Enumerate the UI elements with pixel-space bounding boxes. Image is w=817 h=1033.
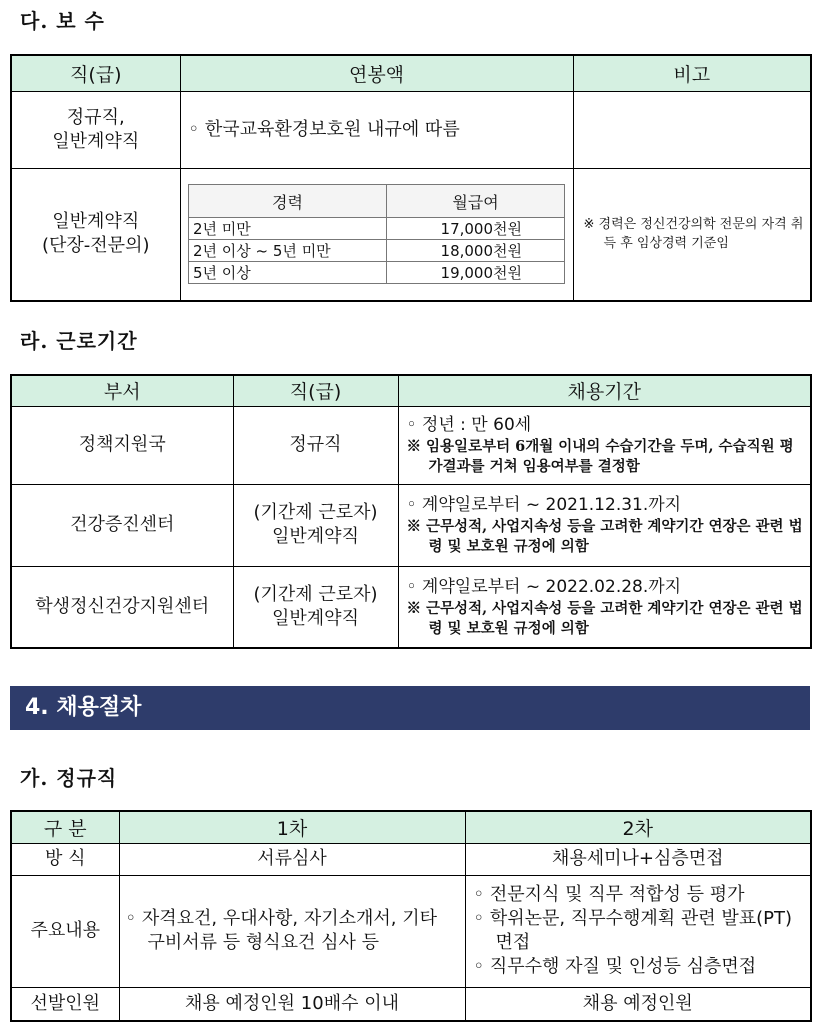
career-value: 2년 이상 ~ 5년 미만 [189,240,387,262]
period-text: ◦ 계약일로부터 ~ 2022.02.28.까지 [406,576,682,597]
rank-line: 정규직, [66,106,125,128]
col-header-period: 채용기간 [398,375,811,406]
col-header-salary: 연봉액 [180,55,573,91]
note-cell: ※ 경력은 정신건강의학 전문의 자격 취득 후 임상경력 기준임 [573,168,811,301]
col-header-second-stage: 2차 [465,811,811,843]
section-heading-regular: 가. 정규직 [20,766,118,790]
rank-cell [11,168,180,301]
col-header-first-stage: 1차 [119,811,465,843]
rank-cell: 정규직 [233,406,398,484]
col-header-rank: 직(급) [233,375,398,406]
rank-cell [233,566,398,648]
salary-cell: ◦ 한국교육환경보호원 내규에 따름 [180,91,573,168]
inner-header-career: 경력 [189,185,387,218]
period-text: ◦ 정년 : 만 60세 [406,415,532,435]
content-item: ◦ 학위논문, 직무수행계획 관련 발표(PT)면접 [473,908,793,953]
row-label-content: 주요내용 [11,875,119,987]
rank-line: 일반계약직 [272,526,359,547]
period-table [10,374,812,649]
note-cell [573,91,811,168]
second-stage-selection: 채용 예정인원 [465,987,811,1021]
period-cell [398,484,811,566]
rank-line: (기간제 근로자) [253,502,378,523]
col-header-note: 비고 [573,55,811,91]
first-stage-method: 서류심사 [119,843,465,875]
pay-table [10,54,812,302]
period-cell [398,566,811,648]
rank-line: 일반계약직 [52,130,140,152]
section-heading-pay: 다. 보 수 [20,9,105,33]
rank-line: (기간제 근로자) [253,583,378,605]
salary-grade-table [188,184,565,284]
second-stage-method: 채용세미나+심층면접 [465,843,811,875]
period-note: ※ 근무성적, 사업지속성 등을 고려한 계약기간 연장은 관련 법령 및 보호원 규정에 의함 [406,518,803,555]
period-text: ◦ 계약일로부터 ~ 2021.12.31.까지 [406,495,682,515]
dept-cell: 학생정신건강지원센터 [11,566,233,648]
period-cell [398,406,811,484]
rank-line: 일반계약직 [52,211,140,233]
rank-cell [11,91,180,168]
career-value: 5년 이상 [189,262,387,284]
row-label-method: 방 식 [11,843,119,875]
career-value: 2년 미만 [189,218,387,240]
col-header-category: 구 분 [11,811,119,843]
second-stage-content [465,875,811,987]
first-stage-selection: 채용 예정인원 10배수 이내 [119,987,465,1021]
content-item: ◦ 직무수행 자질 및 인성등 심층면접 [473,956,757,977]
dept-cell: 정책지원국 [11,406,233,484]
pay-value: 18,000천원 [387,240,565,262]
content-item: ◦ 전문지식 및 직무 적합성 등 평가 [473,884,745,905]
dept-cell: 건강증진센터 [11,484,233,566]
rank-cell [233,484,398,566]
period-note: ※ 근무성적, 사업지속성 등을 고려한 계약기간 연장은 관련 법령 및 보호원 규정에 의함 [406,599,803,637]
rank-line: 일반계약직 [272,607,359,629]
col-header-dept: 부서 [11,375,233,406]
section-heading-period: 라. 근로기간 [20,329,138,353]
process-table [10,810,812,1022]
rank-line: (단장-전문의) [42,235,150,257]
col-header-rank: 직(급) [11,55,180,91]
salary-cell [180,168,573,301]
inner-header-monthly-pay: 월급여 [387,185,565,218]
section-title-bar: 4. 채용절차 [10,686,810,730]
row-label-selection: 선발인원 [11,987,119,1021]
period-note: ※ 임용일로부터 6개월 이내의 수습기간을 두며, 수습직원 평가결과를 거쳐 임용여부를 결정함 [406,438,794,475]
first-stage-content: ◦ 자격요건, 우대사항, 자기소개서, 기타 구비서류 등 형식요건 심사 등 [119,875,465,987]
pay-value: 19,000천원 [387,262,565,284]
pay-value: 17,000천원 [387,218,565,240]
